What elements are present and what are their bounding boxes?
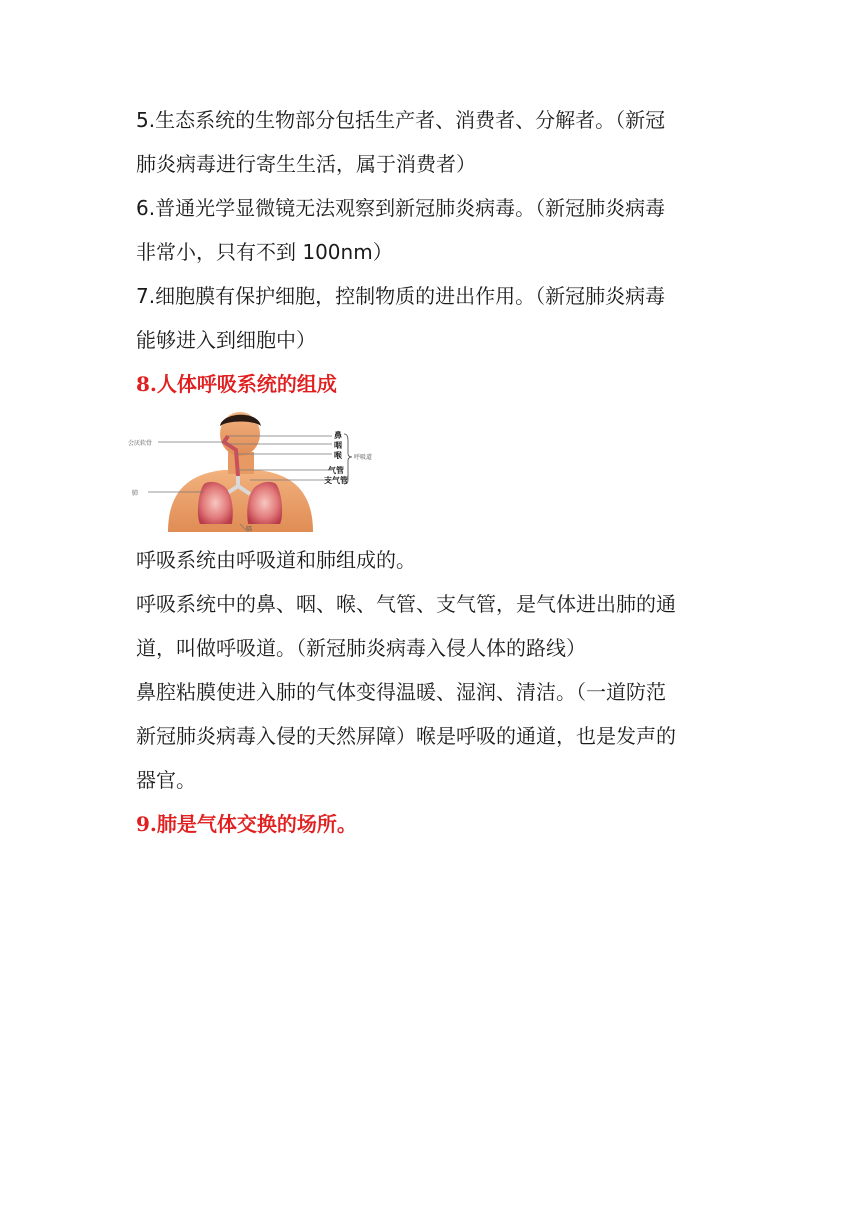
figure-label-trachea: 气管	[328, 465, 344, 475]
paragraph-airway-line-1: 呼吸系统中的鼻、咽、喉、气管、支气管，是气体进出肺的通	[136, 592, 676, 616]
paragraph-6-line-2: 非常小，只有不到 100nm）	[136, 240, 393, 264]
figure-label-epiglottis: 会厌软骨	[128, 440, 153, 447]
paragraph-nasal-mucosa	[136, 670, 736, 802]
respiratory-system-figure	[128, 412, 373, 533]
figure-label-airway-group: 呼吸道	[354, 454, 373, 461]
paragraph-6-line-1: 6.普通光学显微镜无法观察到新冠肺炎病毒。（新冠肺炎病毒	[136, 196, 666, 220]
paragraph-5-line-1: 5.生态系统的生物部分包括生产者、消费者、分解者。（新冠	[136, 108, 666, 132]
paragraph-respiratory-composition-line: 呼吸系统由呼吸道和肺组成的。	[136, 548, 416, 572]
paragraph-7	[136, 274, 736, 362]
paragraph-airway	[136, 582, 736, 670]
paragraph-airway-line-2: 道，叫做呼吸道。（新冠肺炎病毒入侵人体的路线）	[136, 636, 586, 660]
figure-label-larynx: 喉	[334, 450, 342, 460]
respiratory-diagram-illustration	[128, 412, 354, 532]
figure-label-nose: 鼻	[334, 430, 342, 440]
paragraph-5-line-2: 肺炎病毒进行寄生生活，属于消费者）	[136, 152, 476, 176]
document-page	[128, 98, 736, 846]
paragraph-nasal-mucosa-line-2: 新冠肺炎病毒入侵的天然屏障）喉是呼吸的通道，也是发声的	[136, 724, 676, 748]
paragraph-6	[136, 186, 736, 274]
figure-label-bronchi: 支气管	[324, 475, 348, 485]
paragraph-nasal-mucosa-line-3: 器官。	[136, 768, 196, 792]
paragraph-respiratory-composition	[136, 538, 736, 582]
paragraph-5	[136, 98, 736, 186]
figure-label-diaphragm: 膈	[246, 526, 253, 533]
heading-8: 8.人体呼吸系统的组成	[136, 372, 337, 396]
paragraph-nasal-mucosa-line-1: 鼻腔粘膜使进入肺的气体变得温暖、湿润、清洁。（一道防范	[136, 680, 666, 704]
paragraph-7-line-2: 能够进入到细胞中）	[136, 328, 316, 352]
heading-9: 9.肺是气体交换的场所。	[136, 812, 357, 836]
figure-label-pharynx: 咽	[334, 440, 342, 450]
paragraph-7-line-1: 7.细胞膜有保护细胞，控制物质的进出作用。（新冠肺炎病毒	[136, 284, 666, 308]
figure-label-lung: 肺	[132, 490, 139, 497]
